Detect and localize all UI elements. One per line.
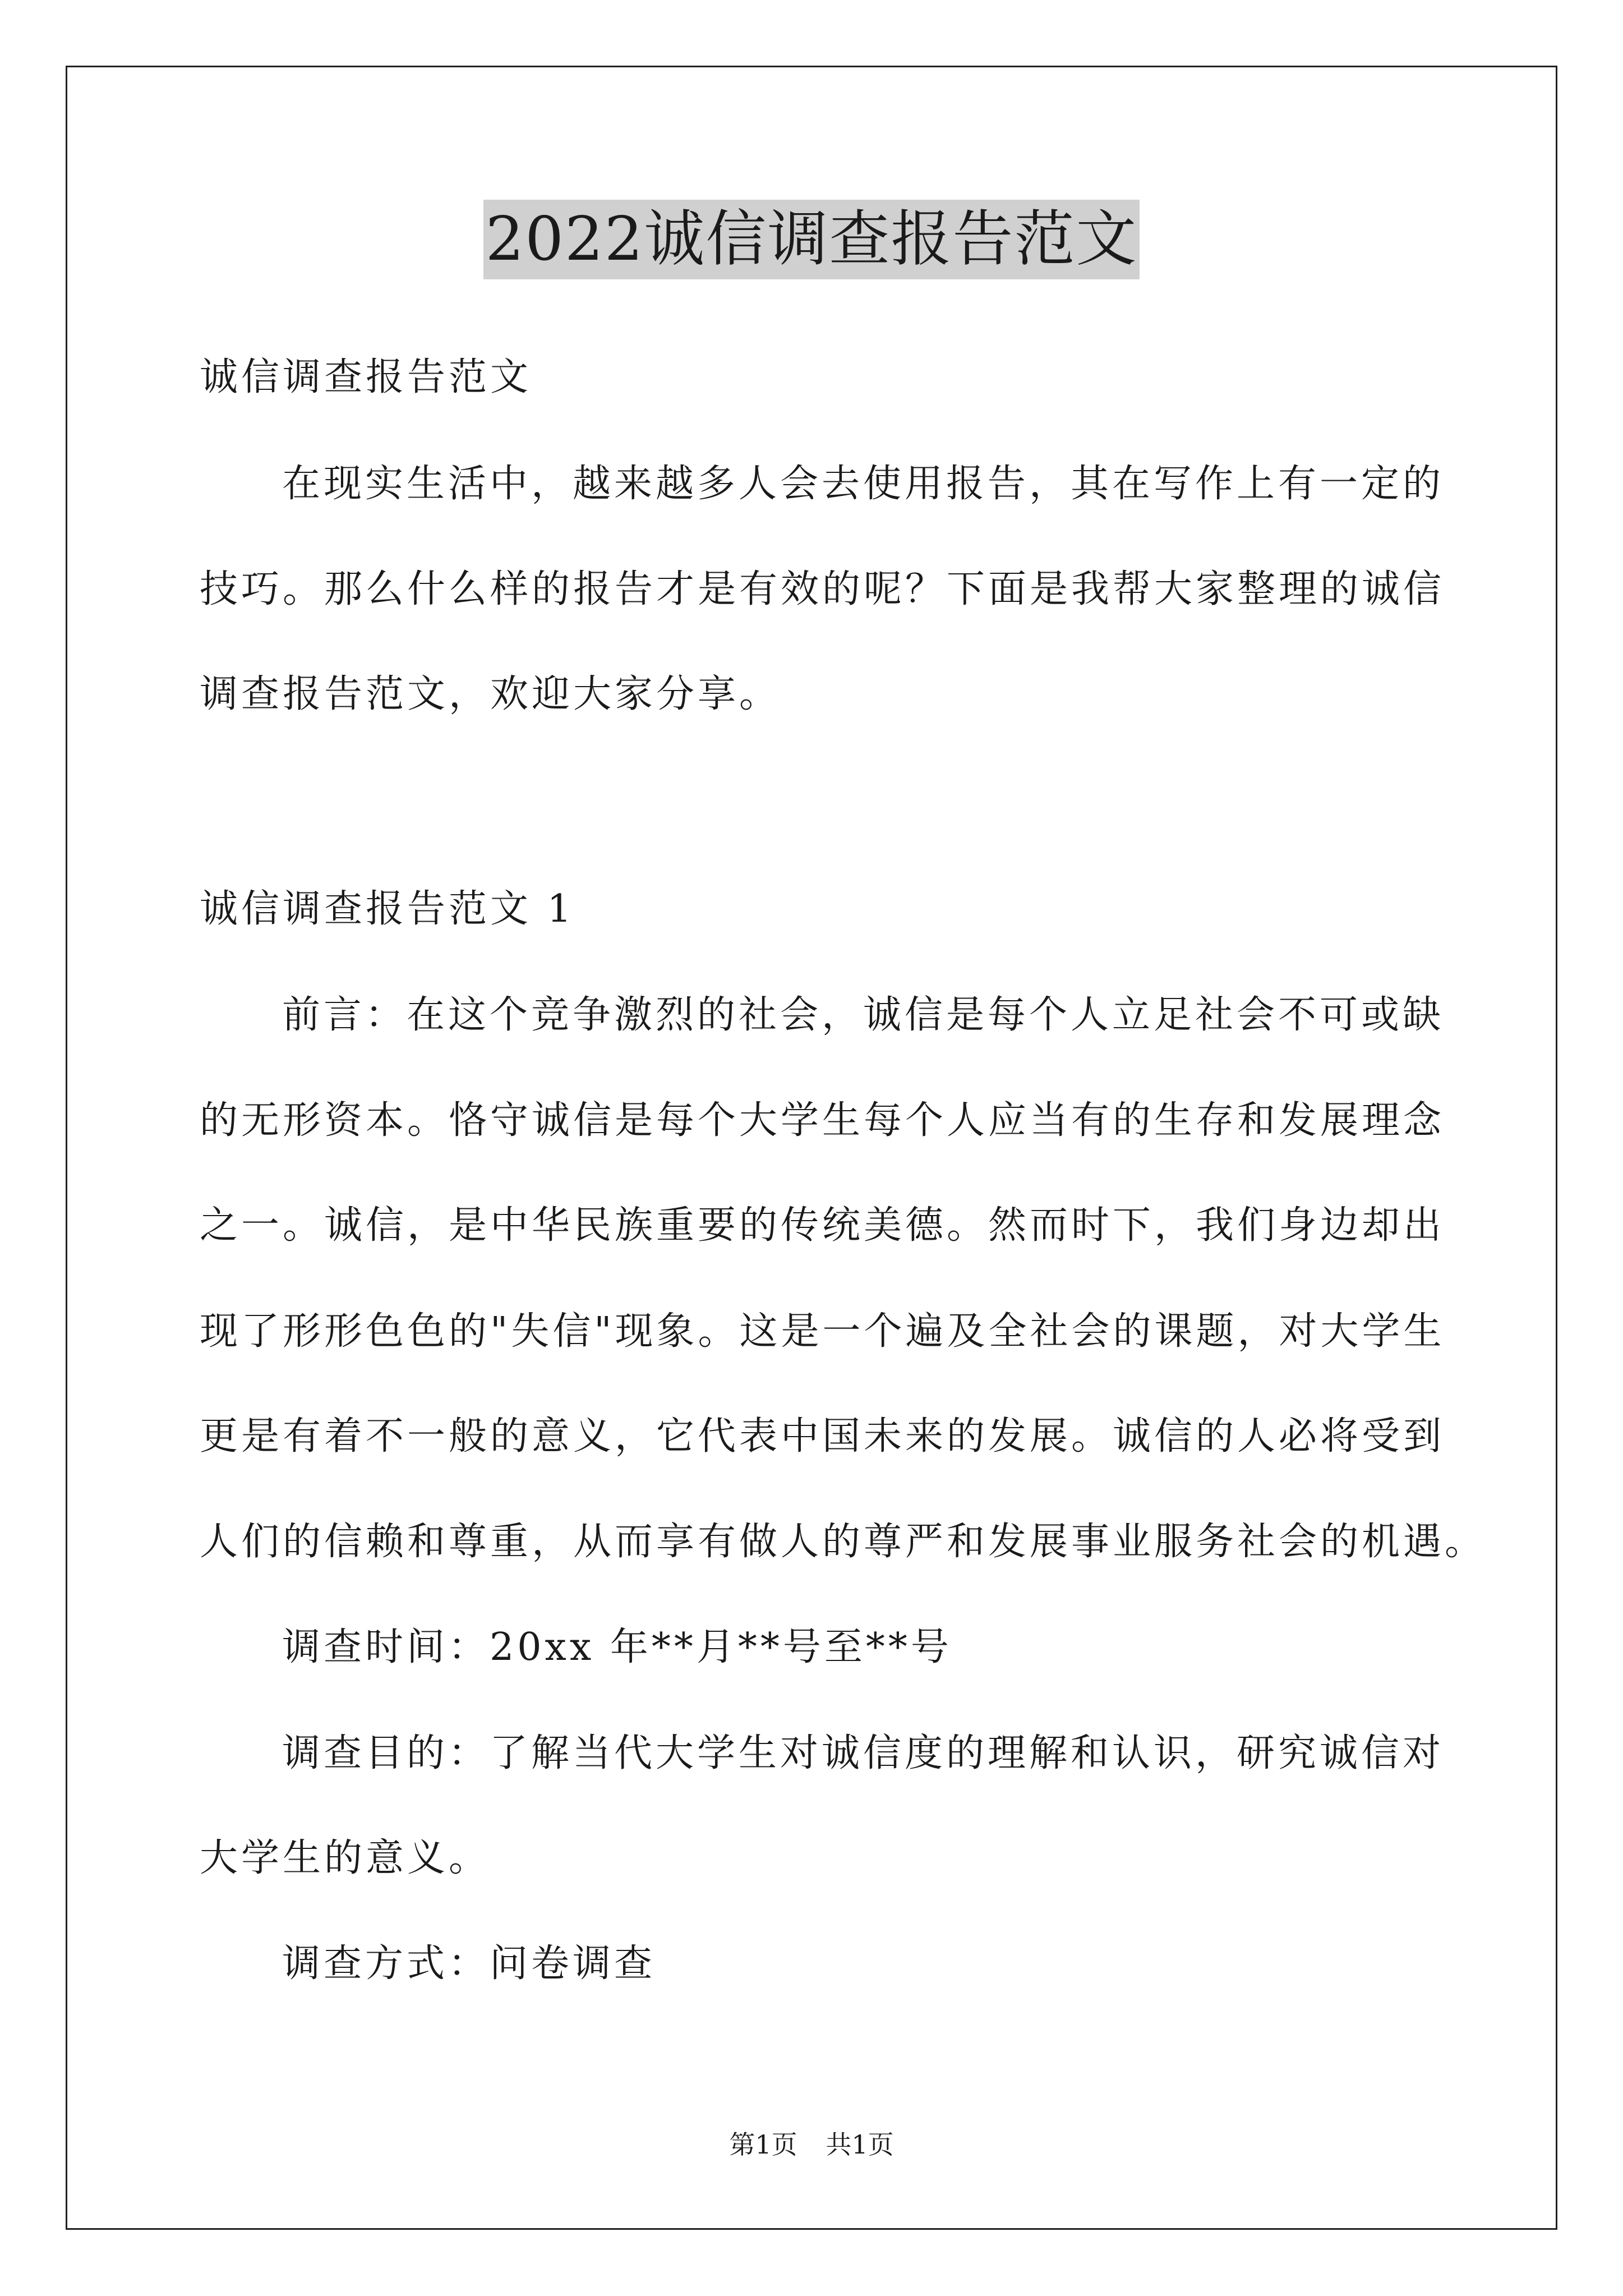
page-number: 第1页 — [729, 2129, 797, 2160]
intro-heading: 诚信调查报告范文 — [200, 355, 532, 399]
page-total: 共1页 — [826, 2129, 894, 2160]
survey-time: 调查时间：20xx 年**月**号至**号 — [282, 1625, 952, 1669]
intro-paragraph-line: 技巧。那么什么样的报告才是有效的呢？下面是我帮大家整理的诚信 — [200, 567, 1445, 611]
preface-line: 前言：在这个竞争激烈的社会，诚信是每个人立足社会不可或缺 — [282, 993, 1445, 1037]
survey-purpose-line: 大学生的意义。 — [200, 1836, 491, 1880]
intro-paragraph-line: 在现实生活中，越来越多人会去使用报告，其在写作上有一定的 — [282, 462, 1445, 506]
document-title: 2022诚信调查报告范文 — [483, 200, 1140, 279]
title-container — [0, 200, 1623, 279]
preface-line: 的无形资本。恪守诚信是每个大学生每个人应当有的生存和发展理念 — [200, 1098, 1445, 1143]
intro-paragraph-line: 调查报告范文，欢迎大家分享。 — [200, 672, 781, 716]
page-footer — [0, 2128, 1623, 2161]
preface-line: 人们的信赖和尊重，从而享有做人的尊严和发展事业服务社会的机遇。 — [200, 1520, 1487, 1564]
preface-line: 现了形形色色的"失信"现象。这是一个遍及全社会的课题，对大学生 — [200, 1309, 1445, 1354]
preface-line: 之一。诚信，是中华民族重要的传统美德。然而时下，我们身边却出 — [200, 1203, 1445, 1248]
section-heading: 诚信调查报告范文 1 — [200, 887, 575, 931]
survey-purpose-line: 调查目的：了解当代大学生对诚信度的理解和认识，研究诚信对 — [282, 1731, 1445, 1775]
preface-line: 更是有着不一般的意义，它代表中国未来的发展。诚信的人必将受到 — [200, 1414, 1445, 1458]
survey-method: 调查方式：问卷调查 — [282, 1941, 656, 1986]
